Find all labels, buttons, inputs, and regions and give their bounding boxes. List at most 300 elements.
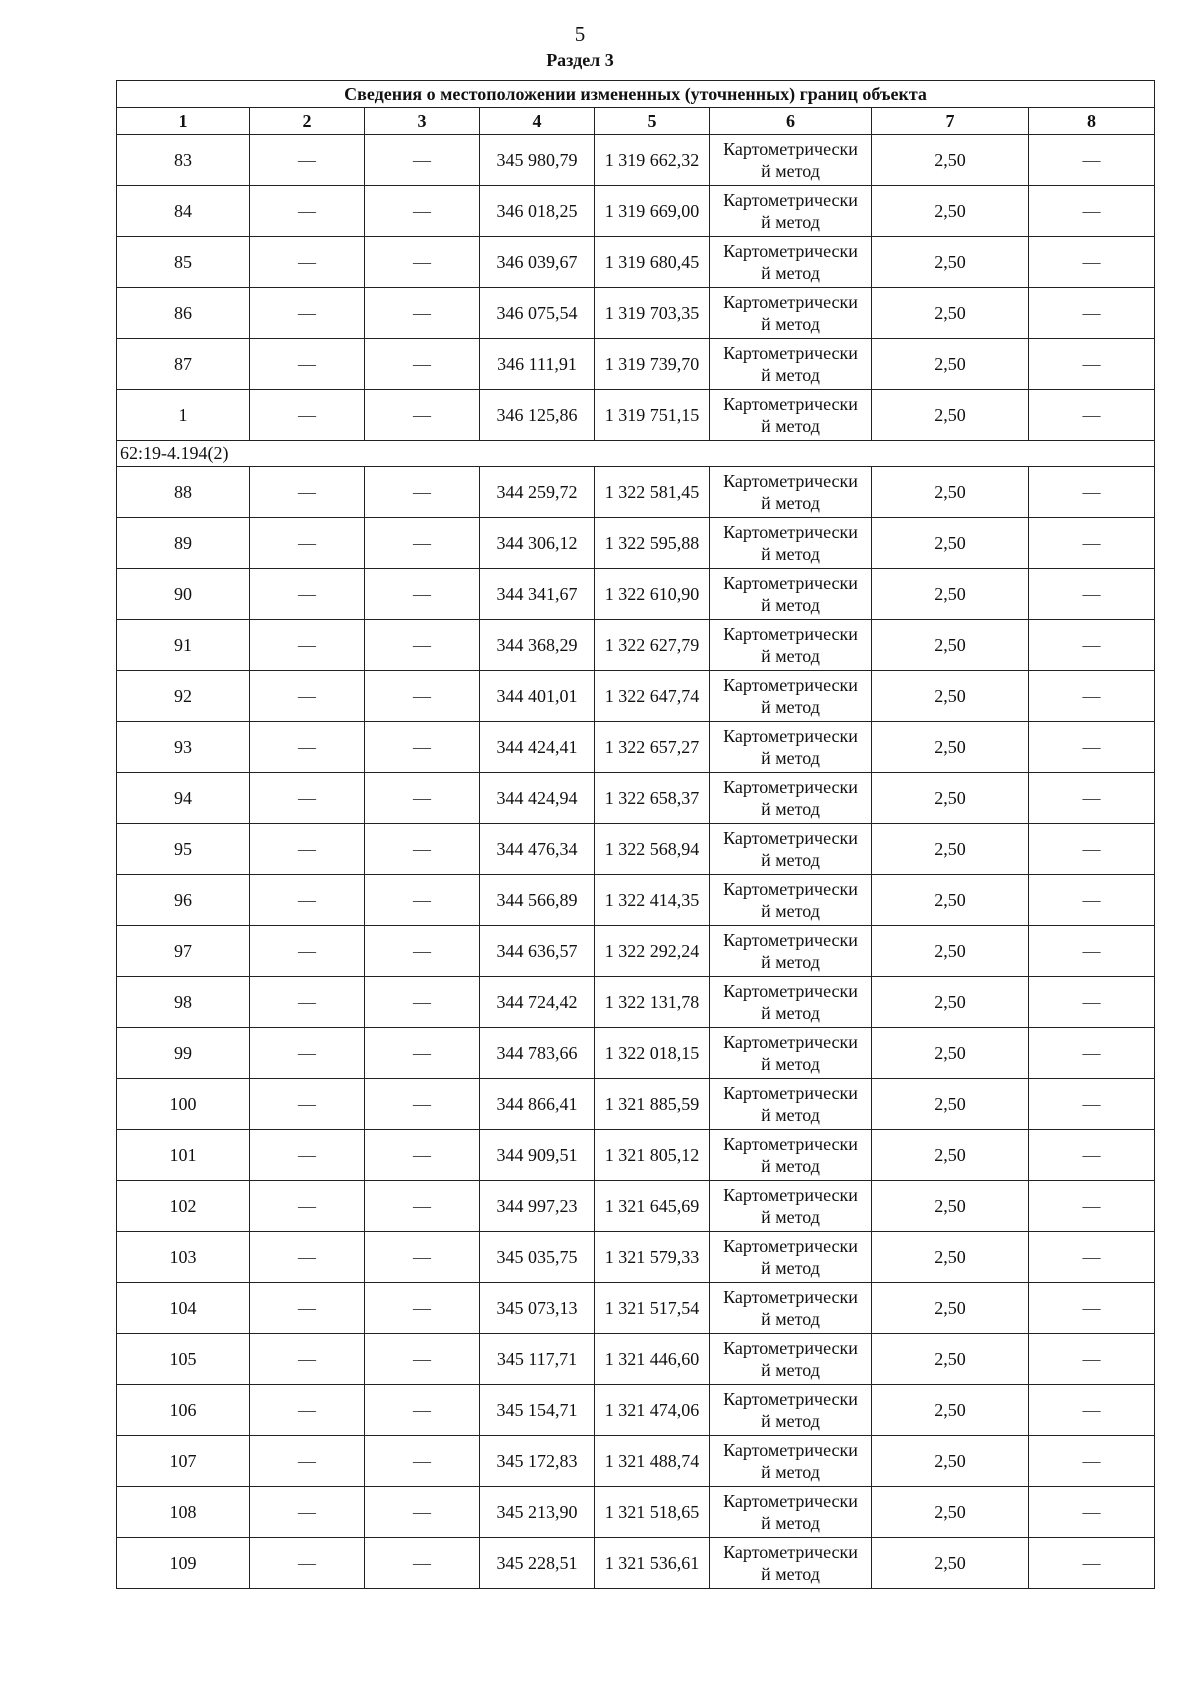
method-line-2: й метод xyxy=(761,595,820,615)
table-row xyxy=(117,288,1155,339)
coordinate-x: 344 424,41 xyxy=(480,722,595,773)
method-line-1: Картометрически xyxy=(723,981,858,1001)
precision-cell: 2,50 xyxy=(872,926,1029,977)
method-line-2: й метод xyxy=(761,799,820,819)
dash-cell: — xyxy=(1029,1028,1155,1079)
method-cell xyxy=(710,467,872,518)
precision-cell: 2,50 xyxy=(872,1436,1029,1487)
coordinate-y: 1 319 751,15 xyxy=(595,390,710,441)
method-cell xyxy=(710,1334,872,1385)
method-line-2: й метод xyxy=(761,493,820,513)
method-cell xyxy=(710,773,872,824)
group-row xyxy=(117,441,1155,467)
method-line-1: Картометрически xyxy=(723,394,858,414)
coordinate-x: 345 980,79 xyxy=(480,135,595,186)
dash-cell: — xyxy=(365,875,480,926)
dash-cell: — xyxy=(1029,518,1155,569)
table-row xyxy=(117,977,1155,1028)
point-number: 93 xyxy=(117,722,250,773)
table-row xyxy=(117,518,1155,569)
point-number: 105 xyxy=(117,1334,250,1385)
table-row xyxy=(117,1538,1155,1589)
method-cell xyxy=(710,1436,872,1487)
table-row xyxy=(117,1385,1155,1436)
dash-cell: — xyxy=(1029,1538,1155,1589)
column-number: 4 xyxy=(480,108,595,135)
table-row xyxy=(117,1436,1155,1487)
dash-cell: — xyxy=(365,390,480,441)
precision-cell: 2,50 xyxy=(872,569,1029,620)
dash-cell: — xyxy=(365,1028,480,1079)
table-row xyxy=(117,390,1155,441)
table-row xyxy=(117,875,1155,926)
method-cell xyxy=(710,237,872,288)
group-label: 62:19-4.194(2) xyxy=(117,441,1155,467)
method-line-1: Картометрически xyxy=(723,573,858,593)
coordinate-x: 346 125,86 xyxy=(480,390,595,441)
method-line-1: Картометрически xyxy=(723,1185,858,1205)
dash-cell: — xyxy=(1029,875,1155,926)
dash-cell: — xyxy=(250,722,365,773)
table-row xyxy=(117,135,1155,186)
dash-cell: — xyxy=(250,1283,365,1334)
point-number: 96 xyxy=(117,875,250,926)
precision-cell: 2,50 xyxy=(872,518,1029,569)
dash-cell: — xyxy=(365,722,480,773)
coordinate-y: 1 322 657,27 xyxy=(595,722,710,773)
method-line-1: Картометрически xyxy=(723,1542,858,1562)
table-row xyxy=(117,1232,1155,1283)
table-row xyxy=(117,671,1155,722)
dash-cell: — xyxy=(250,875,365,926)
coordinate-y: 1 319 680,45 xyxy=(595,237,710,288)
dash-cell: — xyxy=(250,1181,365,1232)
precision-cell: 2,50 xyxy=(872,1385,1029,1436)
point-number: 1 xyxy=(117,390,250,441)
coordinate-x: 345 213,90 xyxy=(480,1487,595,1538)
coordinate-x: 345 073,13 xyxy=(480,1283,595,1334)
dash-cell: — xyxy=(250,671,365,722)
method-line-2: й метод xyxy=(761,697,820,717)
table-body xyxy=(117,135,1155,1589)
coordinate-x: 344 401,01 xyxy=(480,671,595,722)
dash-cell: — xyxy=(1029,1334,1155,1385)
table-row xyxy=(117,1028,1155,1079)
point-number: 103 xyxy=(117,1232,250,1283)
method-line-1: Картометрически xyxy=(723,1287,858,1307)
column-number: 2 xyxy=(250,108,365,135)
method-line-1: Картометрически xyxy=(723,930,858,950)
coordinate-y: 1 322 627,79 xyxy=(595,620,710,671)
dash-cell: — xyxy=(250,620,365,671)
point-number: 101 xyxy=(117,1130,250,1181)
dash-cell: — xyxy=(1029,671,1155,722)
coordinate-x: 346 111,91 xyxy=(480,339,595,390)
method-line-1: Картометрически xyxy=(723,343,858,363)
coordinate-x: 344 259,72 xyxy=(480,467,595,518)
column-number: 3 xyxy=(365,108,480,135)
precision-cell: 2,50 xyxy=(872,1538,1029,1589)
point-number: 104 xyxy=(117,1283,250,1334)
dash-cell: — xyxy=(250,390,365,441)
method-line-1: Картометрически xyxy=(723,1389,858,1409)
method-cell xyxy=(710,288,872,339)
dash-cell: — xyxy=(365,518,480,569)
dash-cell: — xyxy=(250,773,365,824)
precision-cell: 2,50 xyxy=(872,135,1029,186)
dash-cell: — xyxy=(365,1130,480,1181)
precision-cell: 2,50 xyxy=(872,288,1029,339)
table-row xyxy=(117,824,1155,875)
point-number: 88 xyxy=(117,467,250,518)
dash-cell: — xyxy=(1029,1079,1155,1130)
method-cell xyxy=(710,926,872,977)
point-number: 86 xyxy=(117,288,250,339)
dash-cell: — xyxy=(1029,977,1155,1028)
method-line-2: й метод xyxy=(761,1411,820,1431)
point-number: 85 xyxy=(117,237,250,288)
dash-cell: — xyxy=(1029,390,1155,441)
method-line-1: Картометрически xyxy=(723,1491,858,1511)
precision-cell: 2,50 xyxy=(872,977,1029,1028)
method-line-2: й метод xyxy=(761,161,820,181)
precision-cell: 2,50 xyxy=(872,620,1029,671)
dash-cell: — xyxy=(1029,620,1155,671)
point-number: 91 xyxy=(117,620,250,671)
method-line-2: й метод xyxy=(761,1309,820,1329)
dash-cell: — xyxy=(365,1436,480,1487)
method-line-2: й метод xyxy=(761,416,820,436)
precision-cell: 2,50 xyxy=(872,186,1029,237)
method-line-2: й метод xyxy=(761,1054,820,1074)
precision-cell: 2,50 xyxy=(872,390,1029,441)
point-number: 109 xyxy=(117,1538,250,1589)
dash-cell: — xyxy=(365,288,480,339)
dash-cell: — xyxy=(1029,824,1155,875)
dash-cell: — xyxy=(250,467,365,518)
dash-cell: — xyxy=(365,186,480,237)
precision-cell: 2,50 xyxy=(872,1181,1029,1232)
point-number: 89 xyxy=(117,518,250,569)
precision-cell: 2,50 xyxy=(872,1283,1029,1334)
precision-cell: 2,50 xyxy=(872,237,1029,288)
method-line-1: Картометрически xyxy=(723,1338,858,1358)
dash-cell: — xyxy=(365,1181,480,1232)
dash-cell: — xyxy=(365,977,480,1028)
dash-cell: — xyxy=(365,620,480,671)
column-number: 7 xyxy=(872,108,1029,135)
dash-cell: — xyxy=(1029,339,1155,390)
method-line-1: Картометрически xyxy=(723,1032,858,1052)
dash-cell: — xyxy=(365,237,480,288)
precision-cell: 2,50 xyxy=(872,1232,1029,1283)
coordinate-y: 1 321 518,65 xyxy=(595,1487,710,1538)
coordinate-y: 1 322 581,45 xyxy=(595,467,710,518)
method-cell xyxy=(710,390,872,441)
coordinate-x: 344 566,89 xyxy=(480,875,595,926)
table-row xyxy=(117,1487,1155,1538)
method-line-2: й метод xyxy=(761,1003,820,1023)
coordinate-x: 344 636,57 xyxy=(480,926,595,977)
coordinate-y: 1 322 647,74 xyxy=(595,671,710,722)
coordinate-y: 1 321 645,69 xyxy=(595,1181,710,1232)
method-line-2: й метод xyxy=(761,1513,820,1533)
table-row xyxy=(117,773,1155,824)
precision-cell: 2,50 xyxy=(872,1079,1029,1130)
coordinate-x: 345 154,71 xyxy=(480,1385,595,1436)
point-number: 108 xyxy=(117,1487,250,1538)
method-line-2: й метод xyxy=(761,1360,820,1380)
method-cell xyxy=(710,1232,872,1283)
method-line-2: й метод xyxy=(761,1105,820,1125)
method-cell xyxy=(710,1538,872,1589)
coordinate-y: 1 322 131,78 xyxy=(595,977,710,1028)
dash-cell: — xyxy=(1029,237,1155,288)
method-line-2: й метод xyxy=(761,646,820,666)
coordinate-y: 1 322 018,15 xyxy=(595,1028,710,1079)
column-number: 1 xyxy=(117,108,250,135)
method-line-2: й метод xyxy=(761,1207,820,1227)
method-line-1: Картометрически xyxy=(723,292,858,312)
coordinate-y: 1 321 446,60 xyxy=(595,1334,710,1385)
method-line-1: Картометрически xyxy=(723,675,858,695)
dash-cell: — xyxy=(1029,467,1155,518)
method-line-1: Картометрически xyxy=(723,241,858,261)
method-line-2: й метод xyxy=(761,365,820,385)
table-row xyxy=(117,467,1155,518)
coordinate-x: 344 306,12 xyxy=(480,518,595,569)
precision-cell: 2,50 xyxy=(872,1334,1029,1385)
dash-cell: — xyxy=(250,237,365,288)
dash-cell: — xyxy=(250,1487,365,1538)
coordinate-y: 1 321 805,12 xyxy=(595,1130,710,1181)
dash-cell: — xyxy=(365,1283,480,1334)
method-line-2: й метод xyxy=(761,850,820,870)
coordinate-x: 345 117,71 xyxy=(480,1334,595,1385)
dash-cell: — xyxy=(250,518,365,569)
dash-cell: — xyxy=(1029,135,1155,186)
dash-cell: — xyxy=(365,339,480,390)
dash-cell: — xyxy=(250,977,365,1028)
precision-cell: 2,50 xyxy=(872,773,1029,824)
method-cell xyxy=(710,1130,872,1181)
coordinate-x: 344 424,94 xyxy=(480,773,595,824)
coordinate-x: 344 341,67 xyxy=(480,569,595,620)
coordinate-x: 345 035,75 xyxy=(480,1232,595,1283)
method-line-2: й метод xyxy=(761,748,820,768)
method-line-2: й метод xyxy=(761,212,820,232)
table-row xyxy=(117,186,1155,237)
coordinate-y: 1 322 292,24 xyxy=(595,926,710,977)
coordinate-x: 346 018,25 xyxy=(480,186,595,237)
column-number: 5 xyxy=(595,108,710,135)
precision-cell: 2,50 xyxy=(872,1487,1029,1538)
coordinates-table xyxy=(116,80,1155,1589)
table-row xyxy=(117,1283,1155,1334)
coordinate-x: 346 039,67 xyxy=(480,237,595,288)
dash-cell: — xyxy=(365,569,480,620)
dash-cell: — xyxy=(250,1130,365,1181)
method-line-2: й метод xyxy=(761,1564,820,1584)
table-row xyxy=(117,620,1155,671)
coordinate-x: 345 228,51 xyxy=(480,1538,595,1589)
dash-cell: — xyxy=(1029,1181,1155,1232)
method-cell xyxy=(710,135,872,186)
precision-cell: 2,50 xyxy=(872,875,1029,926)
dash-cell: — xyxy=(365,1487,480,1538)
point-number: 100 xyxy=(117,1079,250,1130)
column-number: 6 xyxy=(710,108,872,135)
point-number: 84 xyxy=(117,186,250,237)
coordinate-x: 345 172,83 xyxy=(480,1436,595,1487)
coordinate-x: 344 997,23 xyxy=(480,1181,595,1232)
precision-cell: 2,50 xyxy=(872,824,1029,875)
method-cell xyxy=(710,1487,872,1538)
method-line-1: Картометрически xyxy=(723,726,858,746)
method-line-1: Картометрически xyxy=(723,522,858,542)
precision-cell: 2,50 xyxy=(872,1130,1029,1181)
dash-cell: — xyxy=(250,1028,365,1079)
method-cell xyxy=(710,824,872,875)
precision-cell: 2,50 xyxy=(872,339,1029,390)
point-number: 106 xyxy=(117,1385,250,1436)
precision-cell: 2,50 xyxy=(872,671,1029,722)
coordinate-y: 1 322 610,90 xyxy=(595,569,710,620)
method-cell xyxy=(710,671,872,722)
dash-cell: — xyxy=(250,186,365,237)
coordinate-y: 1 319 703,35 xyxy=(595,288,710,339)
table-caption: Сведения о местоположении измененных (уточненных) границ объекта xyxy=(117,81,1155,108)
method-line-2: й метод xyxy=(761,952,820,972)
coordinate-y: 1 321 474,06 xyxy=(595,1385,710,1436)
precision-cell: 2,50 xyxy=(872,1028,1029,1079)
method-line-2: й метод xyxy=(761,1258,820,1278)
table-row xyxy=(117,1334,1155,1385)
coordinate-y: 1 319 669,00 xyxy=(595,186,710,237)
method-cell xyxy=(710,569,872,620)
table-row xyxy=(117,1130,1155,1181)
method-cell xyxy=(710,186,872,237)
coordinate-x: 344 866,41 xyxy=(480,1079,595,1130)
coordinate-x: 344 476,34 xyxy=(480,824,595,875)
method-line-1: Картометрически xyxy=(723,777,858,797)
table-row xyxy=(117,926,1155,977)
method-cell xyxy=(710,875,872,926)
table-row xyxy=(117,339,1155,390)
coordinate-y: 1 322 658,37 xyxy=(595,773,710,824)
section-title: Раздел 3 xyxy=(546,50,614,70)
dash-cell: — xyxy=(1029,1487,1155,1538)
dash-cell: — xyxy=(1029,1232,1155,1283)
dash-cell: — xyxy=(365,1385,480,1436)
point-number: 98 xyxy=(117,977,250,1028)
method-cell xyxy=(710,1079,872,1130)
coordinate-y: 1 322 568,94 xyxy=(595,824,710,875)
method-line-1: Картометрически xyxy=(723,879,858,899)
table-row xyxy=(117,1079,1155,1130)
dash-cell: — xyxy=(1029,1436,1155,1487)
method-cell xyxy=(710,1181,872,1232)
point-number: 92 xyxy=(117,671,250,722)
dash-cell: — xyxy=(365,926,480,977)
dash-cell: — xyxy=(250,1538,365,1589)
coordinate-y: 1 321 517,54 xyxy=(595,1283,710,1334)
dash-cell: — xyxy=(365,135,480,186)
dash-cell: — xyxy=(365,671,480,722)
point-number: 83 xyxy=(117,135,250,186)
method-cell xyxy=(710,722,872,773)
dash-cell: — xyxy=(365,1538,480,1589)
dash-cell: — xyxy=(250,1232,365,1283)
dash-cell: — xyxy=(250,926,365,977)
method-cell xyxy=(710,1385,872,1436)
point-number: 94 xyxy=(117,773,250,824)
method-line-2: й метод xyxy=(761,901,820,921)
dash-cell: — xyxy=(1029,1385,1155,1436)
page-number: 5 xyxy=(574,22,586,46)
dash-cell: — xyxy=(1029,926,1155,977)
method-line-1: Картометрически xyxy=(723,1440,858,1460)
method-cell xyxy=(710,620,872,671)
point-number: 99 xyxy=(117,1028,250,1079)
method-line-2: й метод xyxy=(761,263,820,283)
dash-cell: — xyxy=(365,1232,480,1283)
coordinate-x: 344 909,51 xyxy=(480,1130,595,1181)
coordinate-y: 1 321 885,59 xyxy=(595,1079,710,1130)
table-row xyxy=(117,569,1155,620)
coordinate-y: 1 322 414,35 xyxy=(595,875,710,926)
coordinate-y: 1 321 488,74 xyxy=(595,1436,710,1487)
table-row xyxy=(117,1181,1155,1232)
point-number: 90 xyxy=(117,569,250,620)
dash-cell: — xyxy=(365,467,480,518)
dash-cell: — xyxy=(365,1079,480,1130)
dash-cell: — xyxy=(250,1079,365,1130)
point-number: 102 xyxy=(117,1181,250,1232)
dash-cell: — xyxy=(250,569,365,620)
dash-cell: — xyxy=(250,135,365,186)
point-number: 87 xyxy=(117,339,250,390)
dash-cell: — xyxy=(365,824,480,875)
dash-cell: — xyxy=(1029,1130,1155,1181)
dash-cell: — xyxy=(1029,773,1155,824)
dash-cell: — xyxy=(250,1334,365,1385)
dash-cell: — xyxy=(1029,722,1155,773)
method-line-1: Картометрически xyxy=(723,624,858,644)
dash-cell: — xyxy=(250,288,365,339)
method-line-2: й метод xyxy=(761,544,820,564)
point-number: 97 xyxy=(117,926,250,977)
method-line-1: Картометрически xyxy=(723,1134,858,1154)
dash-cell: — xyxy=(1029,186,1155,237)
table-row xyxy=(117,237,1155,288)
method-cell xyxy=(710,518,872,569)
method-line-1: Картометрически xyxy=(723,1083,858,1103)
coordinate-y: 1 321 579,33 xyxy=(595,1232,710,1283)
dash-cell: — xyxy=(1029,288,1155,339)
coordinate-y: 1 321 536,61 xyxy=(595,1538,710,1589)
coordinate-x: 346 075,54 xyxy=(480,288,595,339)
method-line-1: Картометрически xyxy=(723,828,858,848)
coordinate-x: 344 368,29 xyxy=(480,620,595,671)
method-line-2: й метод xyxy=(761,1462,820,1482)
dash-cell: — xyxy=(365,1334,480,1385)
method-cell xyxy=(710,339,872,390)
table-row xyxy=(117,722,1155,773)
column-number-row xyxy=(117,108,1155,135)
column-number: 8 xyxy=(1029,108,1155,135)
method-line-1: Картометрически xyxy=(723,190,858,210)
